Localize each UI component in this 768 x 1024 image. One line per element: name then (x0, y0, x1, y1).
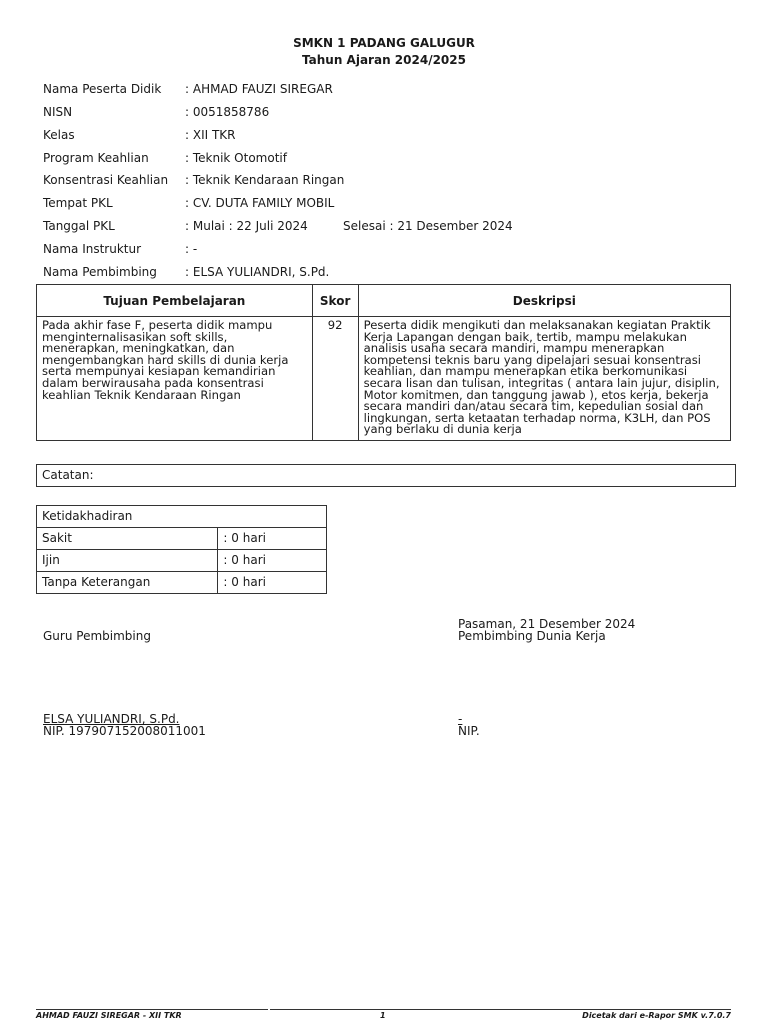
info-label: Nama Peserta Didik (43, 82, 162, 96)
attendance-table (36, 505, 327, 594)
info-label: NISN (43, 105, 73, 119)
footer-divider-left (36, 1009, 268, 1010)
right-signer-nip: NIP. (458, 724, 480, 738)
document-header (0, 35, 768, 69)
left-signer-nip: NIP. 197907152008011001 (43, 724, 206, 738)
info-value: : 0051858786 (185, 105, 270, 119)
info-value: : Teknik Otomotif (185, 151, 287, 165)
table-header-row (37, 285, 731, 317)
attendance-label: Sakit (37, 528, 218, 550)
academic-year: Tahun Ajaran 2024/2025 (302, 53, 466, 67)
cell-tujuan: Pada akhir fase F, peserta didik mampu menginternalisasikan soft skills, menerapkan, meningkatkan, dan mengembangkan hard skills di dunia kerja serta mempunyai kesiapan kemandirian dalam berwirausaha pada konsentrasi keahlian Teknik Kendaraan Ringan (37, 317, 313, 441)
cell-skor: 92 (312, 317, 358, 441)
attendance-title: Ketidakhadiran (37, 506, 327, 528)
info-label: Nama Pembimbing (43, 265, 157, 279)
cell-deskripsi: Peserta didik mengikuti dan melaksanakan kegiatan Praktik Kerja Lapangan dengan baik, tertib, mampu melakukan analisis usaha secara mandiri, mampu menerapkan kompetensi teknis baru yang dipelajari sesuai konsentrasi keahlian, dan mampu menerapkan etika berkomunikasi secara lisan dan tulisan, integritas ( antara lain jujur, disiplin, Motor komitmen, dan tanggung jawab ), etos kerja, bekerja secara mandiri dan/atau secara tim, kepedulian sosial dan lingkungan, serta ketaatan terhadap norma, K3LH, dan POS yang berlaku di dunia kerja (358, 317, 730, 441)
header-skor: Skor (312, 285, 358, 317)
right-signer-role: Pembimbing Dunia Kerja (458, 629, 606, 643)
info-value: : - (185, 242, 198, 256)
header-tujuan: Tujuan Pembelajaran (37, 285, 313, 317)
left-signer-role: Guru Pembimbing (43, 629, 151, 643)
info-value: : ELSA YULIANDRI, S.Pd. (185, 265, 330, 279)
footer-page-number: 1 (380, 1011, 386, 1020)
table-row (37, 572, 327, 594)
place-date: Pasaman, 21 Desember 2024 (458, 617, 636, 631)
attendance-value: : 0 hari (218, 528, 327, 550)
info-value: : XII TKR (185, 128, 236, 142)
right-signer-name: - (458, 712, 463, 726)
attendance-title-row (37, 506, 327, 528)
attendance-value: : 0 hari (218, 572, 327, 594)
info-value: : CV. DUTA FAMILY MOBIL (185, 196, 335, 210)
info-extra: Selesai : 21 Desember 2024 (343, 219, 513, 233)
footer-divider-right (270, 1009, 731, 1010)
info-value: : Mulai : 22 Juli 2024 (185, 219, 308, 233)
footer-student: AHMAD FAUZI SIREGAR - XII TKR (36, 1011, 182, 1020)
table-row (37, 528, 327, 550)
info-label: Nama Instruktur (43, 242, 142, 256)
table-row (37, 317, 731, 441)
info-label: Kelas (43, 128, 75, 142)
info-label: Tanggal PKL (43, 219, 115, 233)
header-deskripsi: Deskripsi (358, 285, 730, 317)
info-value: : Teknik Kendaraan Ringan (185, 173, 345, 187)
attendance-label: Ijin (37, 550, 218, 572)
school-name: SMKN 1 PADANG GALUGUR (293, 36, 475, 50)
attendance-value: : 0 hari (218, 550, 327, 572)
info-label: Program Keahlian (43, 151, 149, 165)
assessment-table (36, 284, 731, 441)
left-signer-name: ELSA YULIANDRI, S.Pd. (43, 712, 180, 726)
info-label: Konsentrasi Keahlian (43, 173, 169, 187)
footer-printed-by: Dicetak dari e-Rapor SMK v.7.0.7 (582, 1011, 731, 1020)
table-row (37, 550, 327, 572)
info-value: : AHMAD FAUZI SIREGAR (185, 82, 333, 96)
notes-box: Catatan: (36, 464, 736, 487)
attendance-label: Tanpa Keterangan (37, 572, 218, 594)
info-label: Tempat PKL (43, 196, 113, 210)
